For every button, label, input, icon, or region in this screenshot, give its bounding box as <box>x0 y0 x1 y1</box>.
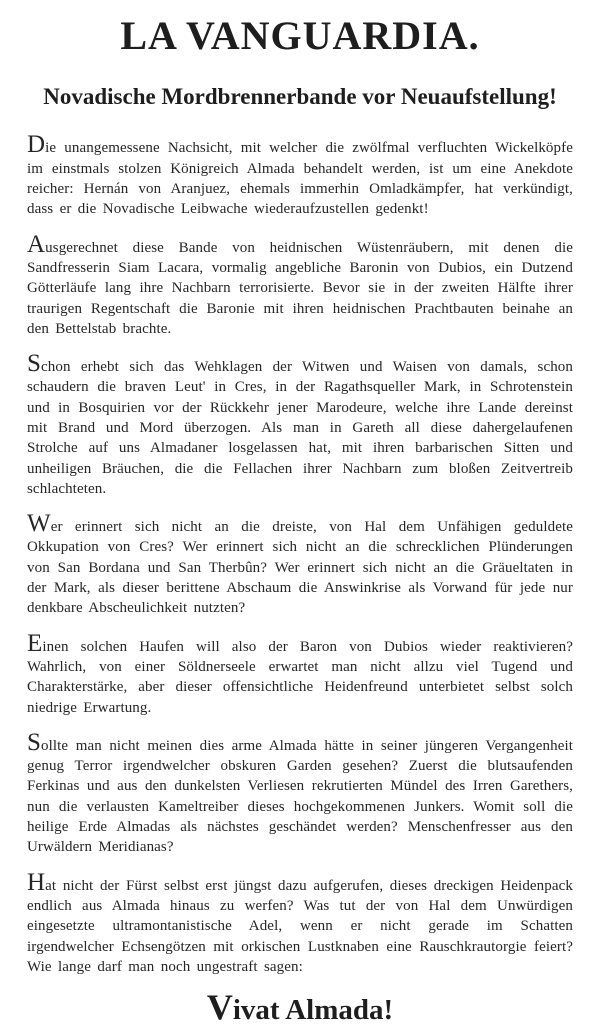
article-paragraph-4: Wer erinnert sich nicht an die dreiste, von Hal dem Unfähigen geduldete Okkupation von Cres? Wer erinnert sich nicht an die schrecklichen Plünderungen von San Bordana und San Therbûn? Wer erinnert sich nicht an die Gräueltaten in der Mark, als dieser berittene Abschaum die Answinkrise als Vorwand für jede nur denkbare Abscheulichkeit nutzten? <box>27 510 573 617</box>
headline: Novadische Mordbrennerbande vor Neuaufstellung! <box>43 84 557 109</box>
article-body <box>27 132 573 977</box>
article-paragraph-5: Einen solchen Haufen will also der Baron von Dubios wieder reaktivieren? Wahrlich, von einer Söldnerseele erwartet man nicht allzu viel Tugend und Charakterstärke, aber dieser offensichtliche Heidenfreund unterbietet selbst solch niedrige Erwartung. <box>27 629 573 716</box>
article-paragraph-6: Sollte man nicht meinen dies arme Almada hätte in seiner jüngeren Vergangenheit genug Terror irgendwelcher obskuren Garden gesehen? Zuerst die blutsaufenden Ferkinas und aus den dunkelsten Verliesen rekrutierten Mündel des Irren Garethers, nun die verlausten Kameltreiber dieses hochgekommenen Junkers. Womit soll die heilige Erde Almadas als nächstes geschändet werden? Menschenfresser aus den Urwäldern Meridianas? <box>27 728 573 856</box>
article-paragraph-1: Die unangemessene Nachsicht, mit welcher die zwölfmal verfluchten Wickelköpfe im einstmals stolzen Königreich Almada behandelt werden, ist um eine Anekdote reicher: Hernán von Aranjuez, ehemals immerhin Omladkämpfer, hat verkündigt, dass er die Novadische Leibwache wiederaufzustellen gedenkt! <box>27 131 573 218</box>
article-paragraph-7: Hat nicht der Fürst selbst erst jüngst dazu aufgerufen, dieses dreckigen Heidenpack endlich aus Almada hinaus zu werfen? Was tut der von Hal dem Unwürdigen eingesetzte ultramontanistische Adel, wenn er nicht gerade im Schatten irgendwelcher Echsengötzen mit orkischen Lustknaben eine Rauschkrautorgie feiert? Wie lange darf man noch ungestraft sagen: <box>27 868 573 975</box>
closing-slogan: Vivat Almada! <box>206 987 394 1027</box>
article-paragraph-3: Schon erhebt sich das Wehklagen der Witwen und Waisen von damals, schon schaudern die braven Leut' in Cres, in der Ragathsqueller Mark, in Schrotenstein und in Bosquirien vor der Rückkehr jener Marodeure, welche ihre Lande dereinst mit Brand und Mord überzogen. Als man in Gareth all diese dahergelaufenen Strolche auf uns Almadaner losgelassen hat, mit ihren barbarischen Sitten und unheiligen Bräuchen, die die Fellachen ihrer Nachbarn zum bloßen Zeitvertreib schlachteten. <box>27 350 573 497</box>
masthead-title: LA VANGUARDIA. <box>120 13 480 58</box>
article-paragraph-2: Ausgerechnet diese Bande von heidnischen Wüstenräubern, mit denen die Sandfresserin Siam Lacara, vormalig angebliche Baronin von Dubios, ein Dutzend Götterläufe lang ihre Nachbarn terrorisierte. Bevor sie in der zweiten Hälfte ihrer traurigen Regentschaft die Baronie mit ihren heidnischen Prachtbauten beinahe an den Bettelstab brachte. <box>27 230 573 337</box>
